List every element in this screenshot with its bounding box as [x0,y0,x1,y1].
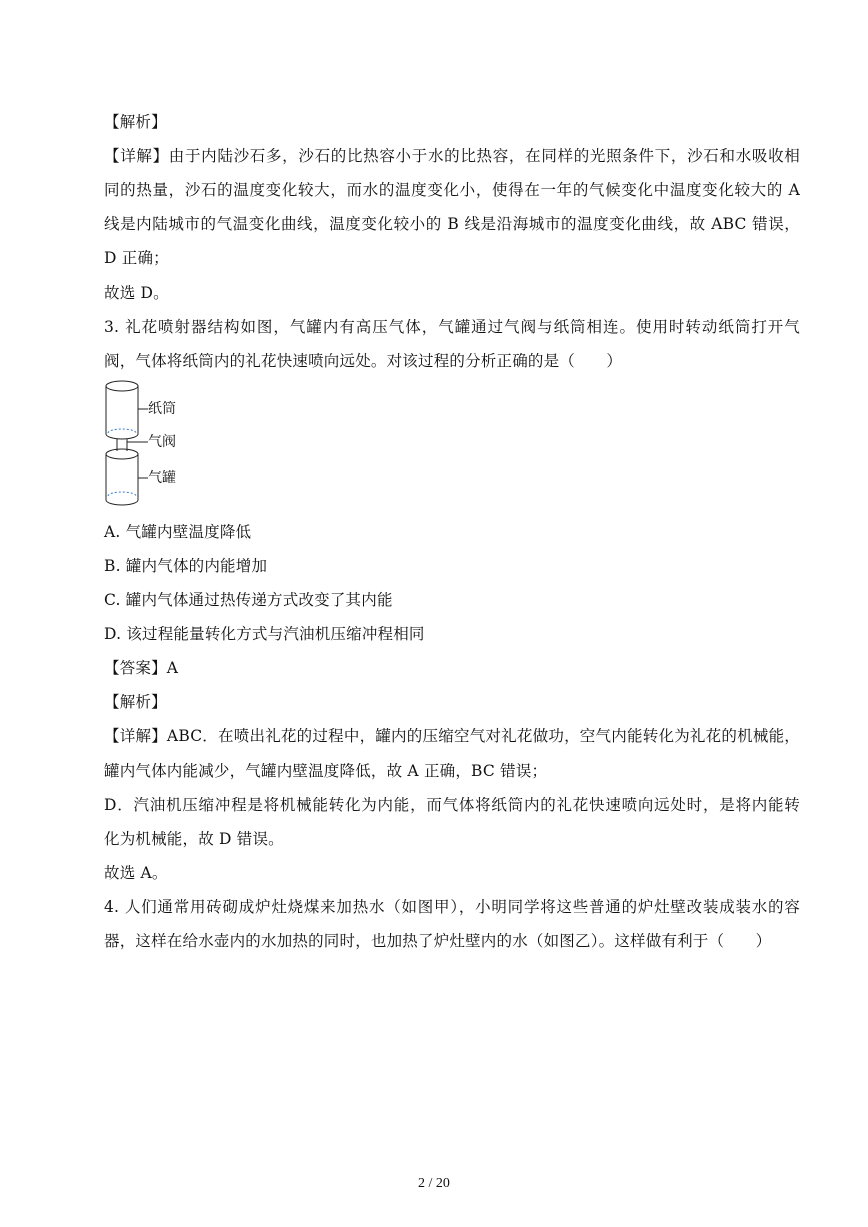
label-valve: 气阀 [148,434,176,450]
text-line: 罐内气体内能减少，气罐内壁温度降低，故 A 正确，BC 错误； [104,762,548,780]
text-line: 线是内陆城市的气温变化曲线，温度变化较小的 B 线是沿海城市的温度变化曲线，故 ABC 错误， [104,215,800,233]
option-d: D. 该过程能量转化方式与汽油机压缩冲程相同 [104,625,425,643]
question-3-line: 阀，气体将纸筒内的礼花快速喷向远处。对该过程的分析正确的是（ ） [104,352,623,370]
option-b: B. 罐内气体的内能增加 [104,557,268,575]
page-number: 2 / 20 [418,1176,450,1191]
analysis-heading: 【解析】 [104,693,167,711]
text-line: D．汽油机压缩冲程是将机械能转化为内能，而气体将纸筒内的礼花快速喷向远处时，是将内能转 [104,796,800,814]
text-line: 【详解】ABC．在喷出礼花的过程中，罐内的压缩空气对礼花做功，空气内能转化为礼花的机械能， [104,727,800,745]
text-line: 化为机械能，故 D 错误。 [104,830,284,848]
label-paper-tube: 纸筒 [148,401,176,417]
text-line: 同的热量，沙石的温度变化较大，而水的温度变化小，使得在一年的气候变化中温度变化较大的 A [104,181,800,199]
option-a: A. 气罐内壁温度降低 [104,523,252,541]
text-line: 【解析】 [104,113,167,131]
question-4-line: 4. 人们通常用砖砌成炉灶烧煤来加热水（如图甲），小明同学将这些普通的炉灶壁改装成装水的容 [104,898,800,916]
question-3-line: 3. 礼花喷射器结构如图，气罐内有高压气体，气罐通过气阀与纸筒相连。使用时转动纸筒打开气 [104,318,800,336]
label-gas-tank: 气罐 [148,470,176,486]
text-line: 【详解】由于内陆沙石多，沙石的比热容小于水的比热容，在同样的光照条件下，沙石和水吸收相 [104,147,800,165]
answer-line: 【答案】A [104,659,179,677]
text-line: 故选 D。 [104,284,169,302]
fireworks-launcher-figure [100,378,220,512]
question-4-line: 器，这样在给水壶内的水加热的同时，也加热了炉灶壁内的水（如图乙）。这样做有利于（ ） [104,932,772,950]
option-c: C. 罐内气体通过热传递方式改变了其内能 [104,591,393,609]
text-line: 故选 A。 [104,864,168,882]
text-line: D 正确； [104,249,169,267]
